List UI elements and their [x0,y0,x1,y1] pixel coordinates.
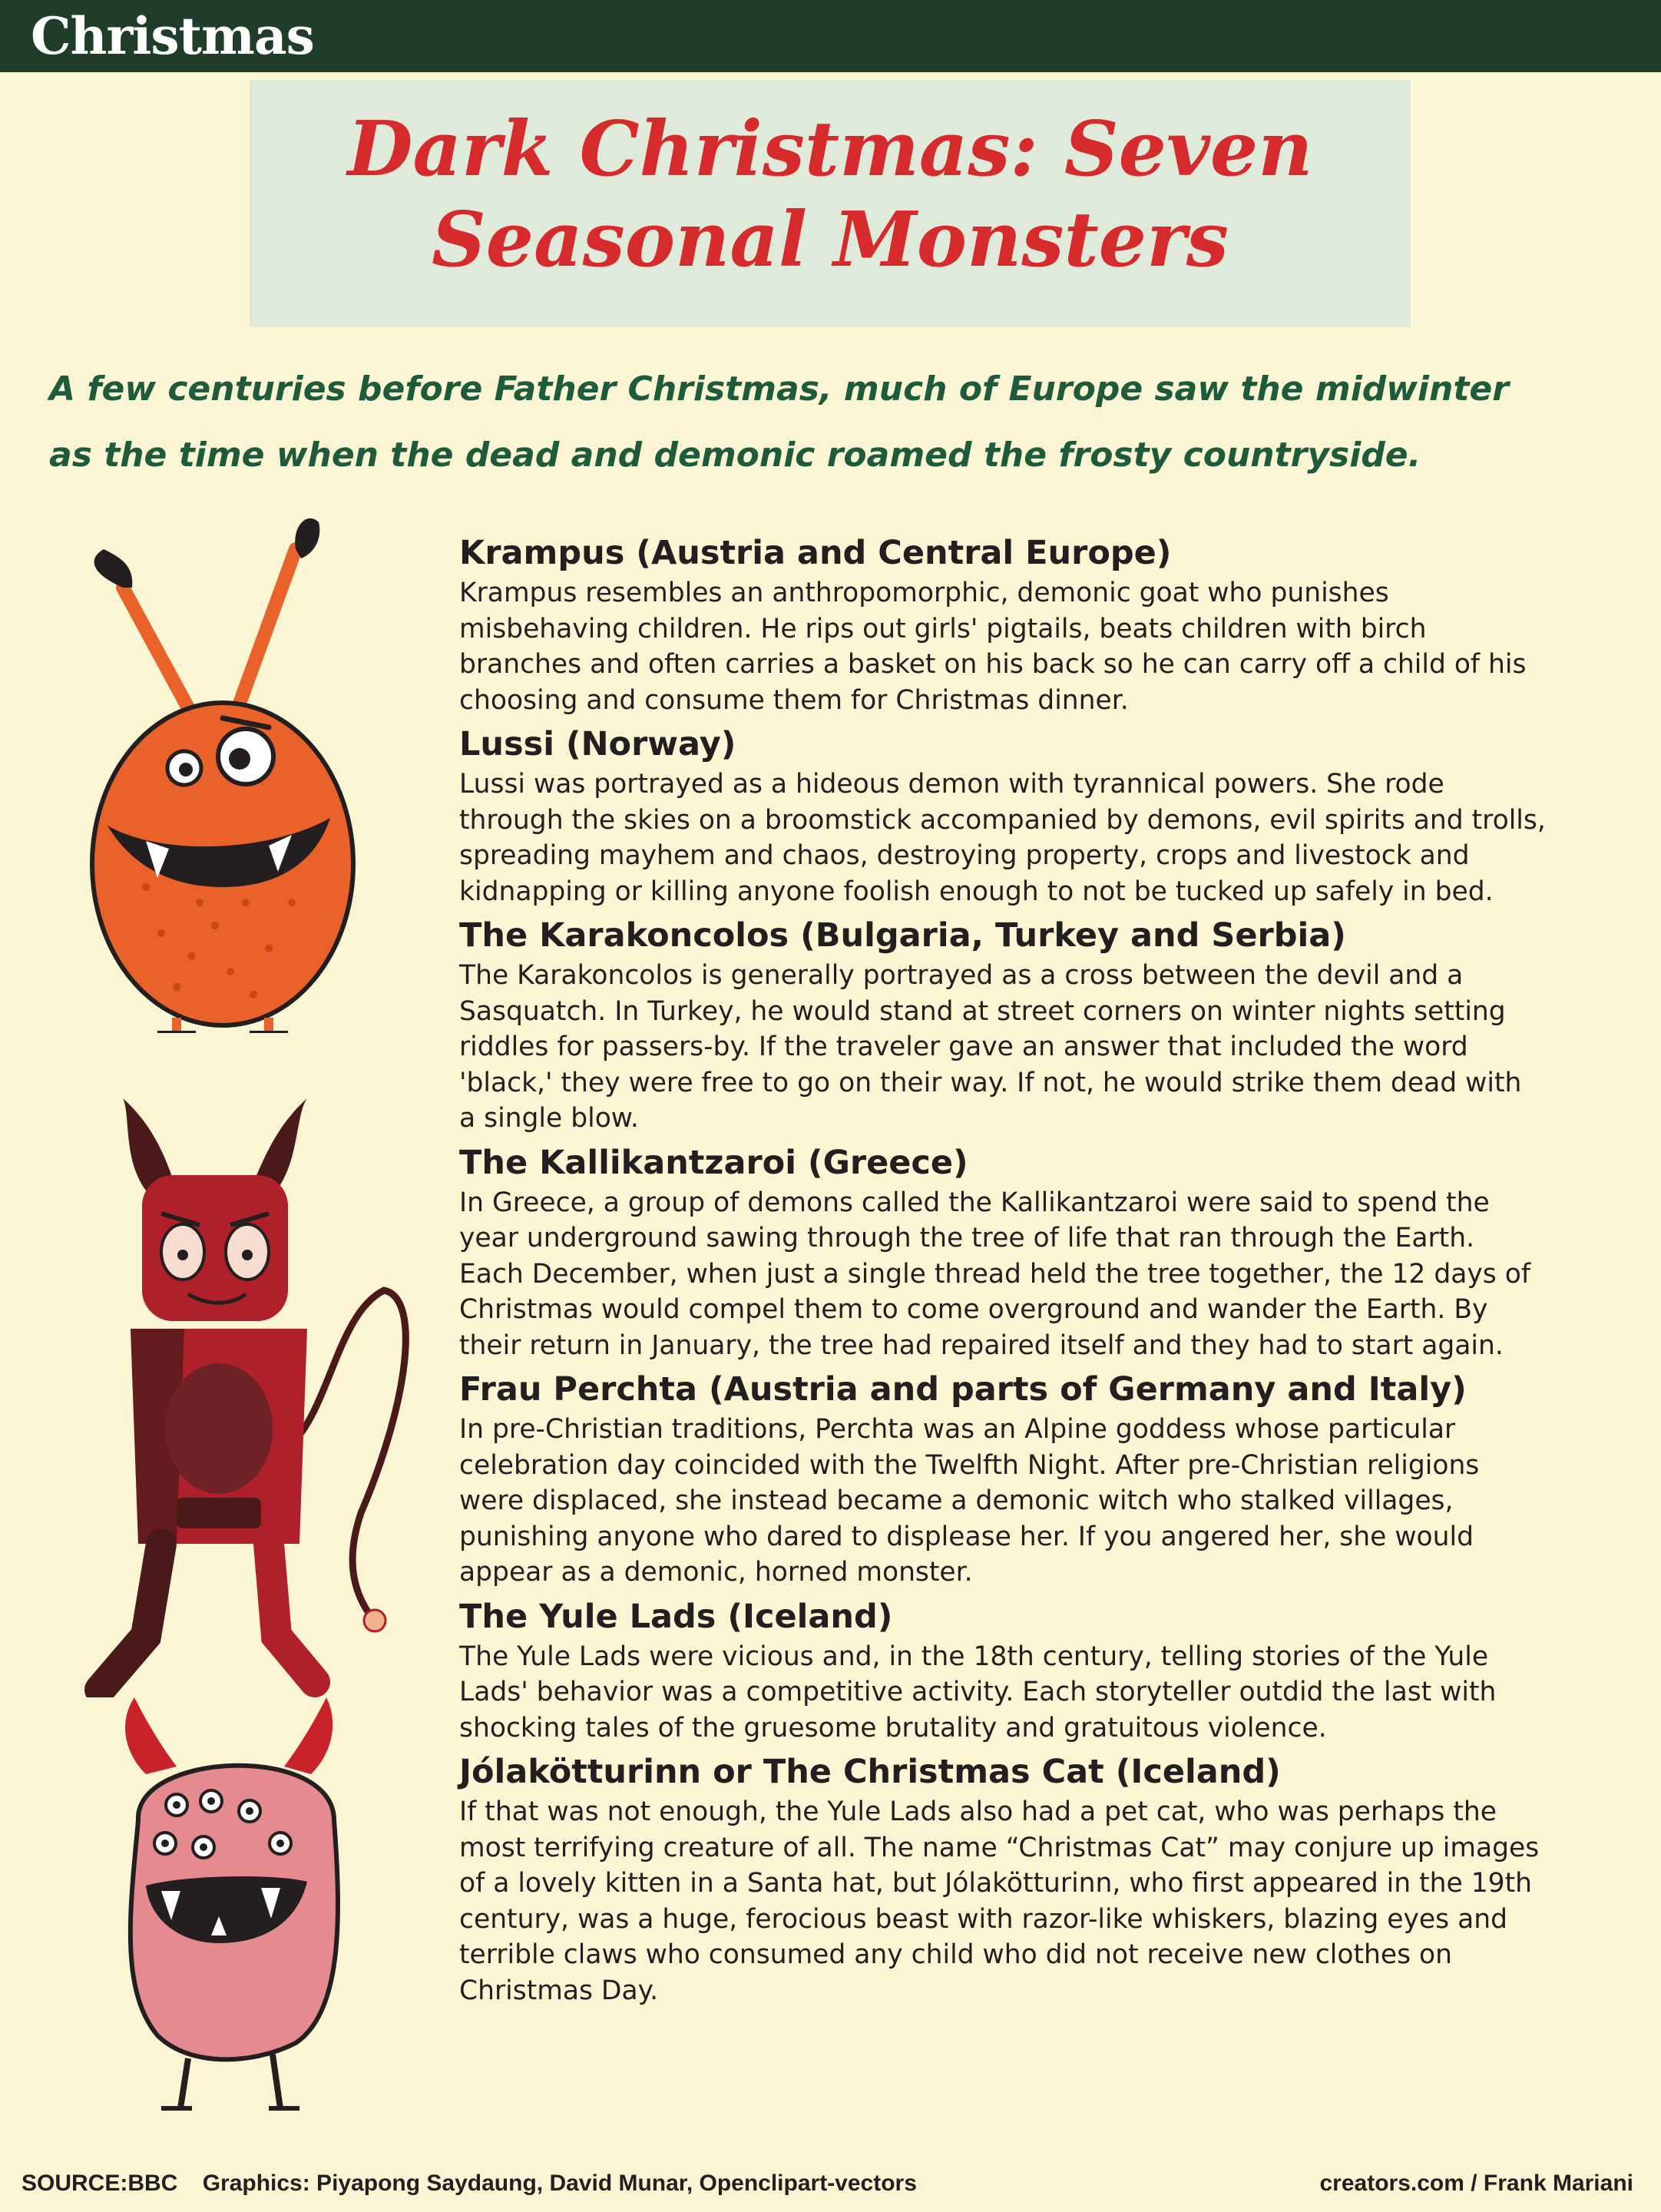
entry-heading: The Karakoncolos (Bulgaria, Turkey and Serbia) [459,916,1346,955]
entry-text: The Yule Lads were vicious and, in the 18th century, telling stories of the Yule Lads' behavior was a competitive activity. Each storyteller outdid the last with shocking tales of the gruesome brutality and gratuitous violence. [459,1641,1497,1743]
source-text: SOURCE:BBC [22,2171,178,2196]
entry-frau-perchta [459,1367,1619,1591]
title-line-2: Seasonal Monsters [432,196,1229,284]
entry-heading: The Kallikantzaroi (Greece) [459,1143,968,1182]
subtitle-line-1: A few centuries before Father Christmas, much of Europe saw the midwinter [49,369,1509,409]
article-body [459,527,1619,2008]
title-box [250,80,1411,327]
red-devil-icon [84,1083,422,1697]
subtitle [49,356,1631,488]
entry-krampus [459,531,1619,718]
section-bar [0,0,1661,72]
page-title [250,104,1411,286]
orange-monster-icon [61,503,369,1033]
section-label: Christmas [31,6,314,66]
entry-heading: Frau Perchta (Austria and parts of Germany and Italy) [459,1370,1467,1409]
title-line-1: Dark Christmas: Seven [347,105,1313,194]
entry-text: Krampus resembles an anthropomorphic, demonic goat who punishes misbehaving children. He rips out girls' pigtails, beats children with birch branches and often carries a basket on his back so he can carry off a child of his choosing and consume them for Christmas dinner. [459,578,1527,716]
entry-heading: Krampus (Austria and Central Europe) [459,534,1172,572]
subtitle-line-2: as the time when the dead and demonic roamed the frosty countryside. [49,435,1421,475]
entry-karakoncolos [459,913,1619,1137]
entry-christmas-cat [459,1750,1619,2008]
entry-text: Lussi was portrayed as a hideous demon with tyrannical powers. She rode through the skies on a broomstick accompanied by demons, evil spirits and trolls, spreading mayhem and chaos, destroying property, crops and livestock and kidnapping or killing anyone foolish enough to not be tucked up safely in bed. [459,769,1546,907]
entry-heading: The Yule Lads (Iceland) [459,1597,893,1636]
entry-text: In Greece, a group of demons called the Kallikantzaroi were said to spend the year underground sawing through the tree of life that ran through the Earth. Each December, when just a single thread held the tree together, the 12 days of Christmas would compel them to come overground and wander the Earth. By their return in January, the tree had repaired itself and they had to start again. [459,1187,1530,1361]
entry-heading: Jólakötturinn or The Christmas Cat (Iceland) [459,1753,1281,1791]
entry-lussi [459,722,1619,909]
footer-source [22,2171,917,2197]
entry-yule-lads [459,1594,1619,1747]
entry-text: In pre-Christian traditions, Perchta was an Alpine goddess whose particular celebration day coincided with the Twelfth Night. After pre-Christian religions were displaced, she instead became a demonic witch who stalked villages, punishing anyone who dared to displease her. If you angered her, she would appear as a demonic, horned monster. [459,1414,1480,1588]
pink-monster-icon [104,1690,365,2120]
footer-credit: creators.com / Frank Mariani [1319,2171,1633,2196]
entry-text: The Karakoncolos is generally portrayed as a cross between the devil and a Sasquatch. In Turkey, he would stand at street corners on winter nights setting riddles for passers-by. If the traveler gave an answer that included the word 'black,' they were free to go on their way. If not, he would strike them dead with a single blow. [459,960,1522,1134]
entry-heading: Lussi (Norway) [459,725,736,763]
graphics-credit: Graphics: Piyapong Saydaung, David Munar, Openclipart-vectors [202,2171,917,2196]
entry-kallikantzaroi [459,1141,1619,1364]
entry-text: If that was not enough, the Yule Lads also had a pet cat, who was perhaps the most terrifying creature of all. The name “Christmas Cat” may conjure up images of a lovely kitten in a Santa hat, but Jólakötturinn, who first appeared in the 19th century, was a huge, ferocious beast with razor-like whiskers, blazing eyes and terrible claws who consumed any child who did not receive new clothes on Christmas Day. [459,1796,1540,2006]
